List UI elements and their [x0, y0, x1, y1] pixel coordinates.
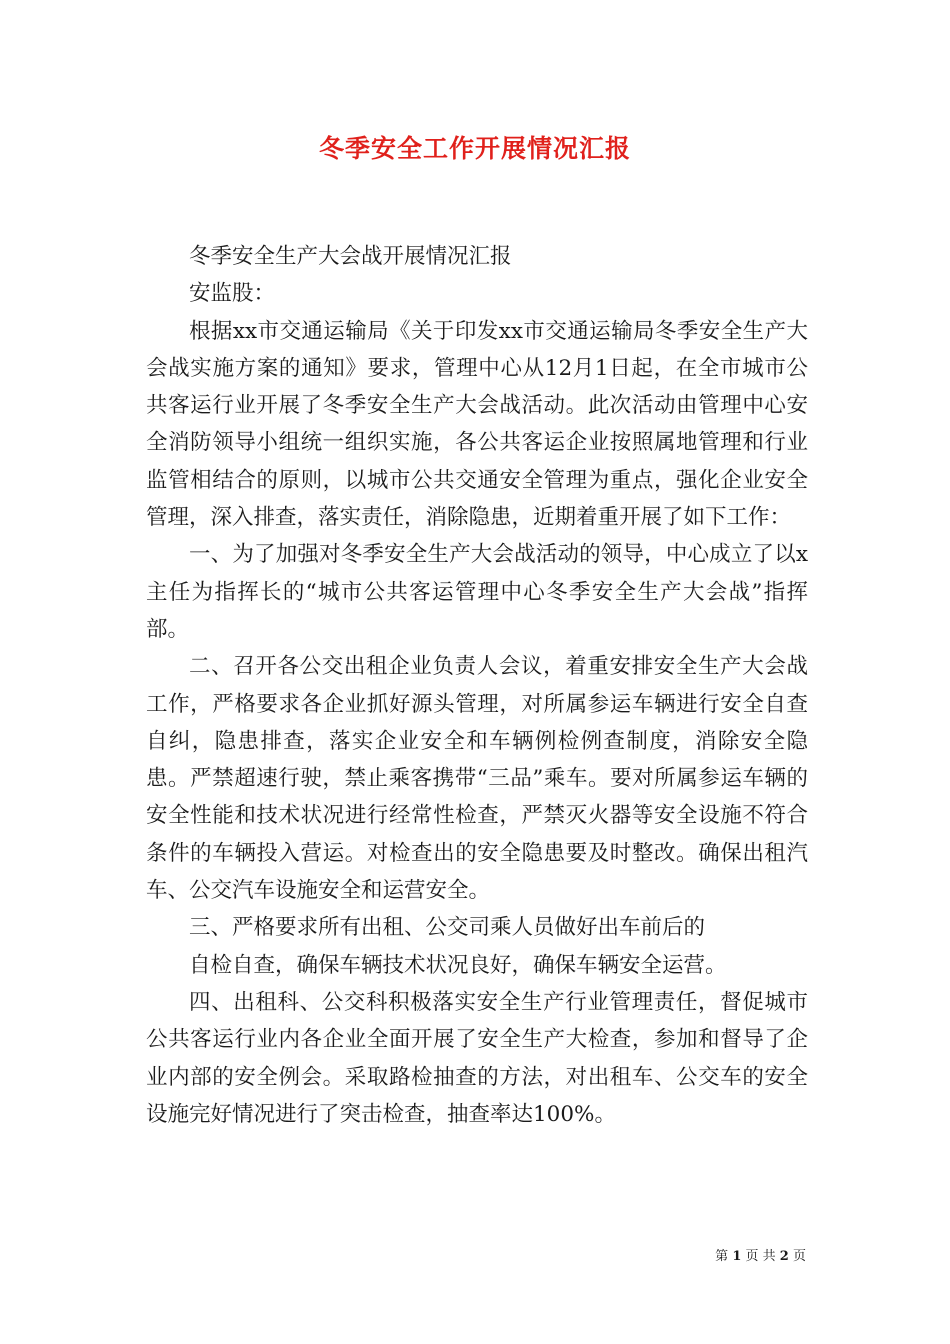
paragraph-intro: 根据xx市交通运输局《关于印发xx市交通运输局冬季安全生产大会战实施方案的通知》要求，管理中心从12月1日起，在全市城市公共客运行业开展了冬季安全生产大会战活动。此次活动由管理中心安全消防领导小组统一组织实施，各公共客运企业按照属地管理和行业监管相结合的原则，以城市公共交通安全管理为重点，强化企业安全管理，深入排查，落实责任，消除隐患，近期着重开展了如下工作： — [146, 318, 808, 531]
footer-suffix: 页 — [792, 1249, 806, 1264]
page-number-footer — [0, 1245, 806, 1264]
footer-prefix: 第 — [715, 1249, 729, 1264]
footer-total-pages: 2 — [779, 1249, 789, 1264]
subtitle-line: 冬季安全生产大会战开展情况汇报 — [189, 244, 512, 269]
footer-middle: 页 共 — [745, 1249, 776, 1264]
document-body — [146, 238, 808, 1133]
recipient-line: 安监股： — [189, 281, 276, 307]
paragraph-item-2: 二、召开各公交出租企业负责人会议，着重安排安全生产大会战工作，严格要求各企业抓好源头管理，对所属参运车辆进行安全自查自纠，隐患排查，落实企业安全和车辆例检例查制度，消除安全隐患。严禁超速行驶，禁止乘客携带“三品”乘车。要对所属参运车辆的安全性能和技术状况进行经常性检查，严禁灭火器等安全设施不符合条件的车辆投入营运。对检查出的安全隐患要及时整改。确保出租汽车、公交汽车设施安全和运营安全。 — [146, 654, 808, 904]
document-title: 冬季安全工作开展情况汇报 — [318, 134, 631, 163]
paragraph-item-4: 四、出租科、公交科积极落实安全生产行业管理责任，督促城市公共客运行业内各企业全面开展了安全生产大检查，参加和督导了企业内部的安全例会。采取路检抽查的方法，对出租车、公交车的安全设施完好情况进行了突击检查，抽查率达100%。 — [146, 989, 808, 1127]
paragraph-item-3-continued: 自检自查，确保车辆技术状况良好，确保车辆安全运营。 — [189, 952, 727, 978]
paragraph-item-3: 三、严格要求所有出租、公交司乘人员做好出车前后的 — [189, 915, 706, 941]
paragraph-item-1: 一、为了加强对冬季安全生产大会战活动的领导，中心成立了以x主任为指挥长的“城市公共客运管理中心冬季安全生产大会战”指挥部。 — [146, 542, 808, 642]
footer-current-page: 1 — [732, 1249, 742, 1264]
